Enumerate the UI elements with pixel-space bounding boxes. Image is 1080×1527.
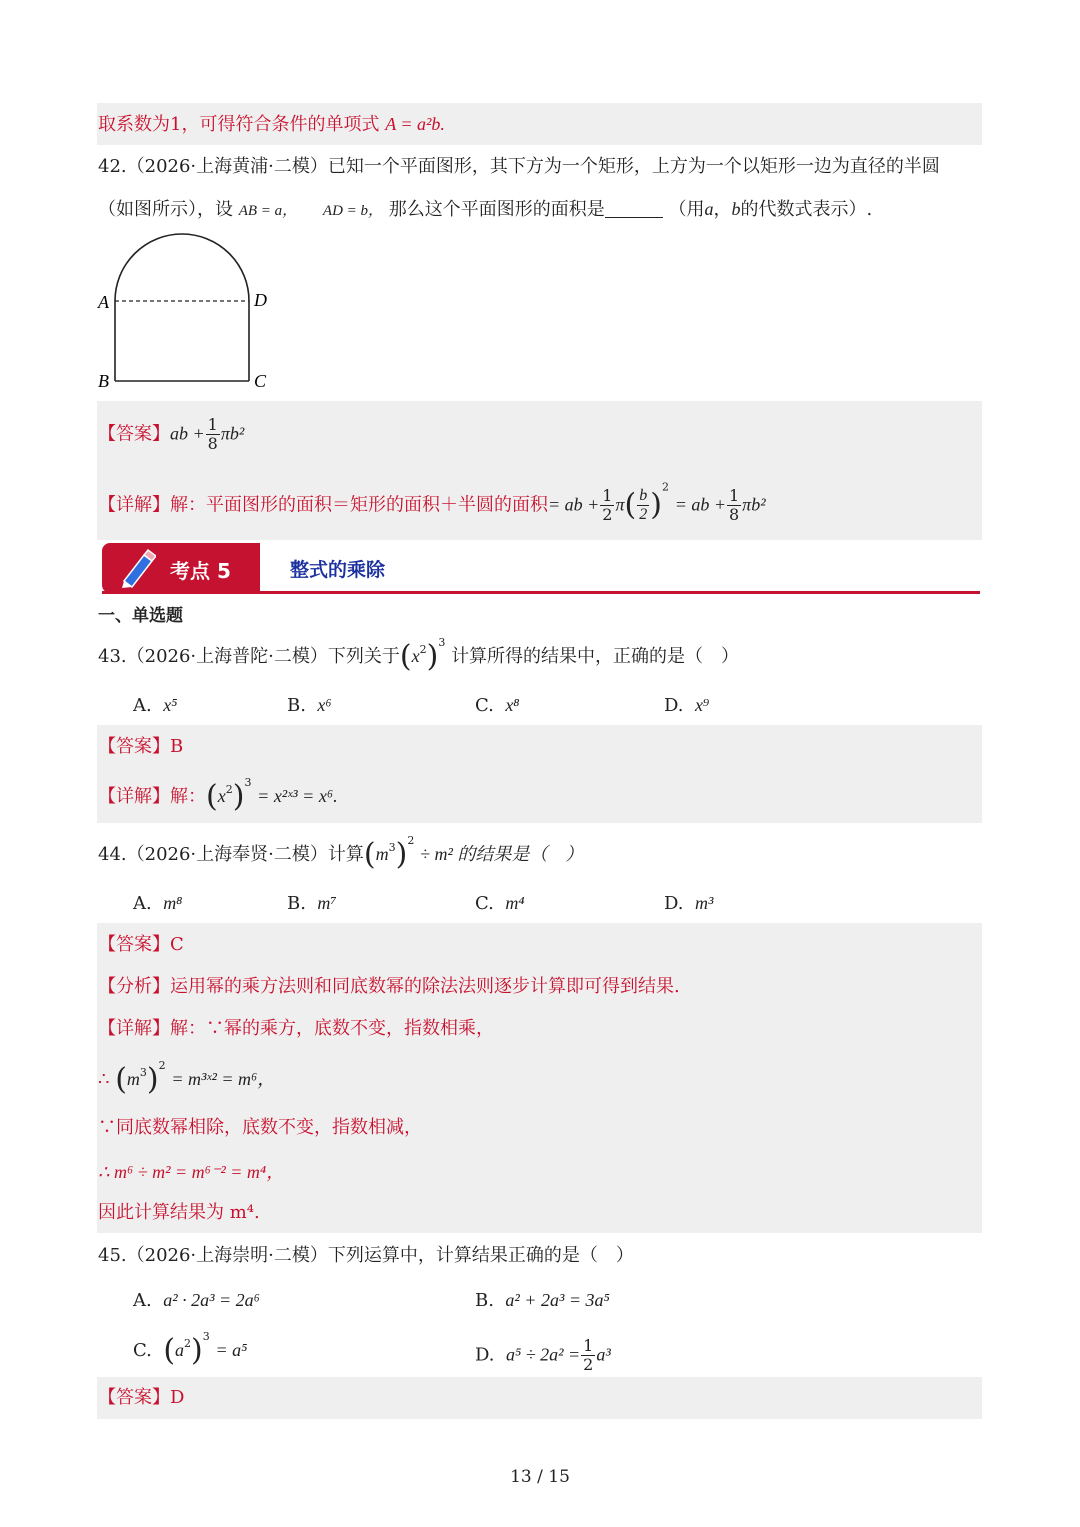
q43-option-d[interactable]: D. x⁹: [664, 695, 710, 716]
q44-detail: 【详解】解：∵幂的乘方，底数不变，指数相乘，: [98, 1018, 494, 1039]
q44-analysis: 【分析】运用幂的乘方法则和同底数幂的除法法则逐步计算即可得到结果.: [98, 976, 680, 997]
q42-stem-line2: （如图所示），设 AB = a， AD = b， 那么这个平面图形的面积是 （用a，b的代数式表示）.: [98, 199, 873, 220]
q43-option-a[interactable]: A. x⁵: [133, 695, 178, 716]
label-D: D: [254, 290, 267, 310]
q45-stem: 45.（2026·上海崇明·二模）下列运算中，计算结果正确的是（ ）: [98, 1245, 634, 1266]
q45-option-c[interactable]: C. $(a^2)^3 = a^5$: [133, 1330, 248, 1368]
q45-option-d[interactable]: D. a⁵ ÷ 2a² = $\frac{1}{2}$ a³: [475, 1336, 611, 1374]
q42-stem-line1: 42.（2026·上海黄浦·二模）已知一个平面图形，其下方为一个矩形，上方为一个以矩形一边为直径的半圆: [98, 156, 940, 177]
q44-step1: ∴ $(m^3)^2$ = m³ˣ² = m⁶，: [98, 1059, 276, 1097]
section-heading: 一、单选题: [98, 606, 183, 626]
label-A: A: [98, 292, 109, 312]
q44-answer: 【答案】C: [98, 934, 184, 955]
q43-answer: 【答案】B: [98, 736, 184, 757]
q44-stem: 44.（2026·上海奉贤·二模）计算$(m^3)^2 \div m^2$ 的结果是（ ）: [98, 834, 584, 872]
q43-option-b[interactable]: B. x⁶: [287, 695, 332, 716]
q44-because2: ∵同底数幂相除，底数不变，指数相减，: [98, 1117, 422, 1138]
answer-block-q45: [97, 1377, 982, 1419]
q44-option-d[interactable]: D. m³: [664, 893, 714, 914]
label-C: C: [254, 371, 267, 391]
q45-option-b[interactable]: B. a² + 2a³ = 3a⁵: [475, 1290, 610, 1311]
q43-detail: 【详解】解：$(x^2)^3$ = x²ˣ³ = x⁶.: [98, 776, 338, 814]
q44-option-b[interactable]: B. m⁷: [287, 893, 337, 914]
q45-option-a[interactable]: A. a² · 2a³ = 2a⁶: [133, 1290, 260, 1311]
semicircle-rectangle-figure: [95, 230, 285, 395]
q42-answer: 【答案】ab + $\frac{1}{8}$ πb²: [98, 415, 245, 453]
q42-detail: 【详解】解：平面图形的面积＝矩形的面积＋半圆的面积= ab + $\frac{1}{2}$ π( $\frac{b}{2}$ )$^2$ = ab + $\frac{1}{8}$ πb²: [98, 480, 766, 524]
prev-answer-note: 取系数为1，可得符合条件的单项式 A = a²b.: [98, 114, 445, 135]
topic-title: 整式的乘除: [290, 559, 386, 581]
q43-option-c[interactable]: C. x⁸: [475, 695, 520, 716]
q44-option-c[interactable]: C. m⁴: [475, 893, 525, 914]
q43-stem: 43.（2026·上海普陀·二模）下列关于$(x^2)^3$ 计算所得的结果中，正确的是（ ）: [98, 636, 740, 674]
topic-rule: [102, 591, 980, 594]
answer-blank: [605, 199, 663, 218]
q44-option-a[interactable]: A. m⁸: [133, 893, 183, 914]
q44-step2: ∴ m⁶ ÷ m² = m⁶⁻² = m⁴，: [98, 1162, 285, 1182]
topic-badge: 考点 5: [102, 543, 260, 593]
pencil-icon: [118, 547, 156, 589]
q44-conclusion: 因此计算结果为 m⁴.: [98, 1202, 260, 1223]
page-number: 13 / 15: [510, 1467, 570, 1487]
label-B: B: [98, 371, 109, 391]
q45-answer: 【答案】D: [98, 1387, 185, 1408]
